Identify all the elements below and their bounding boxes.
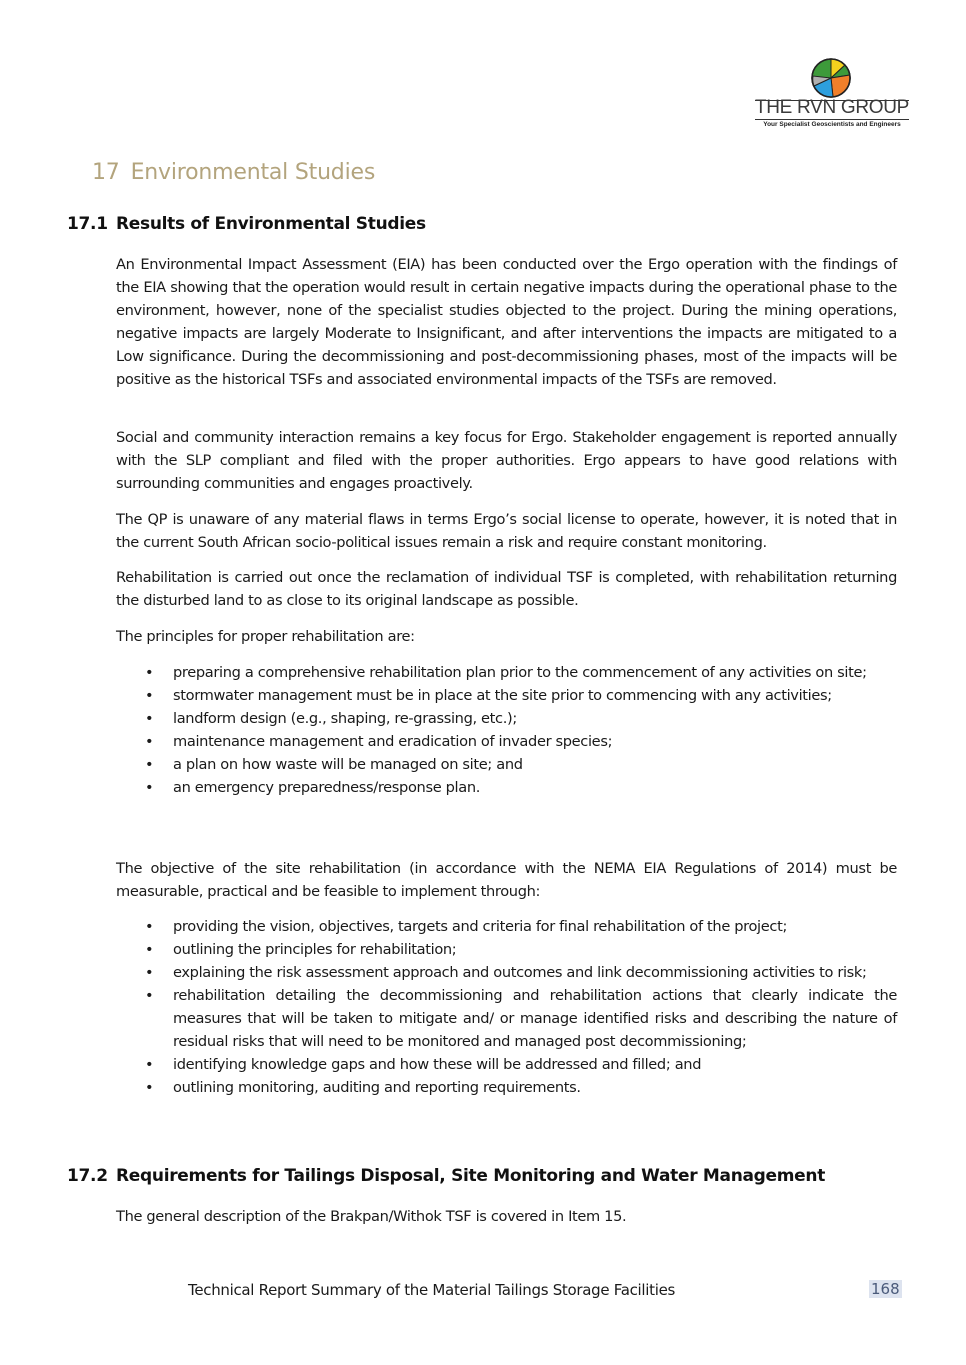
logo-name: THE RVN GROUP (754, 97, 910, 118)
section-number: 17.2 (67, 1166, 108, 1186)
bullet-icon: • (145, 733, 154, 750)
footer-report-title: Technical Report Summary of the Material Tailings Storage Facilities (188, 1281, 676, 1299)
bullet-icon: • (145, 1079, 154, 1096)
list-item: • a plan on how waste will be managed on site; and (116, 753, 897, 776)
list-item: • outlining monitoring, auditing and reporting requirements. (116, 1076, 897, 1099)
paragraph-eia: An Environmental Impact Assessment (EIA) has been conducted over the Ergo operation with the findings of the EIA showing that the operation would result in certain negative impacts during the operational phase to the environment, however, none of the specialist studies objected to the project. During the mining operations, negative impacts are largely Moderate to Insignificant, and after interventions the impacts are mitigated to a Low significance. During the decommissioning and post-decommissioning phases, most of the impacts will be positive as the historical TSFs and associated environmental impacts of the TSFs are removed. (116, 256, 897, 388)
bullet-icon: • (145, 1056, 154, 1073)
logo-pie-icon (811, 58, 851, 98)
section-title: Requirements for Tailings Disposal, Site Monitoring and Water Management (116, 1166, 826, 1186)
company-logo (752, 58, 912, 133)
logo-tagline: Your Specialist Geoscientists and Engineers (763, 121, 901, 128)
list-item: • preparing a comprehensive rehabilitation plan prior to the commencement of any activities on site; (116, 661, 897, 684)
section-heading-17-2 (67, 1166, 825, 1186)
bullet-icon: • (145, 964, 154, 981)
list-item: • outlining the principles for rehabilitation; (116, 938, 897, 961)
chapter-heading (92, 160, 375, 185)
bullet-icon: • (145, 687, 154, 704)
list-item: • identifying knowledge gaps and how these will be addressed and filled; and (116, 1053, 897, 1076)
list-item: • explaining the risk assessment approach and outcomes and link decommissioning activities to risk; (116, 961, 897, 984)
objectives-list (116, 915, 897, 1099)
list-item: • maintenance management and eradication of invader species; (116, 730, 897, 753)
list-item: • providing the vision, objectives, targets and criteria for final rehabilitation of the project; (116, 915, 897, 938)
paragraph-objective-intro: The objective of the site rehabilitation (in accordance with the NEMA EIA Regulations of 2014) must be measurable, practical and be feasible to implement through: (116, 860, 897, 900)
paragraph-social: Social and community interaction remains a key focus for Ergo. Stakeholder engagement is reported annually with the SLP compliant and filed with the proper authorities. Ergo appears to have good relations with surrounding communities and engages proactively. (116, 429, 897, 492)
chapter-title: Environmental Studies (130, 160, 376, 185)
page-number: 168 (871, 1280, 900, 1298)
bullet-icon: • (145, 779, 154, 796)
section-number: 17.1 (67, 214, 108, 234)
list-item: • rehabilitation detailing the decommissioning and rehabilitation actions that clearly indicate the measures that will be taken to mitigate and/ or manage identified risks and describing the nature of residual risks that will need to be monitored and managed post decommissioning; (116, 984, 897, 1053)
logo-rule-bottom (755, 119, 909, 120)
paragraph-principles-intro: The principles for proper rehabilitation are: (116, 628, 415, 645)
bullet-icon: • (145, 918, 154, 935)
paragraph-tsf-description: The general description of the Brakpan/Withok TSF is covered in Item 15. (116, 1208, 627, 1225)
list-item: • an emergency preparedness/response plan. (116, 776, 897, 799)
section-title: Results of Environmental Studies (116, 214, 426, 234)
bullet-icon: • (145, 941, 154, 958)
bullet-icon: • (145, 710, 154, 727)
list-item: • stormwater management must be in place at the site prior to commencing with any activities; (116, 684, 897, 707)
paragraph-qp: The QP is unaware of any material flaws in terms Ergo’s social license to operate, however, it is noted that in the current South African socio-political issues remain a risk and require constant monitoring. (116, 511, 897, 551)
bullet-icon: • (145, 664, 154, 681)
bullet-icon: • (145, 987, 154, 1004)
chapter-number: 17 (92, 160, 120, 185)
list-item: • landform design (e.g., shaping, re-grassing, etc.); (116, 707, 897, 730)
principles-list (116, 661, 897, 799)
paragraph-rehabilitation: Rehabilitation is carried out once the reclamation of individual TSF is completed, with rehabilitation returning the disturbed land to as close to its original landscape as possible. (116, 569, 897, 609)
section-heading-17-1 (67, 214, 426, 234)
bullet-icon: • (145, 756, 154, 773)
